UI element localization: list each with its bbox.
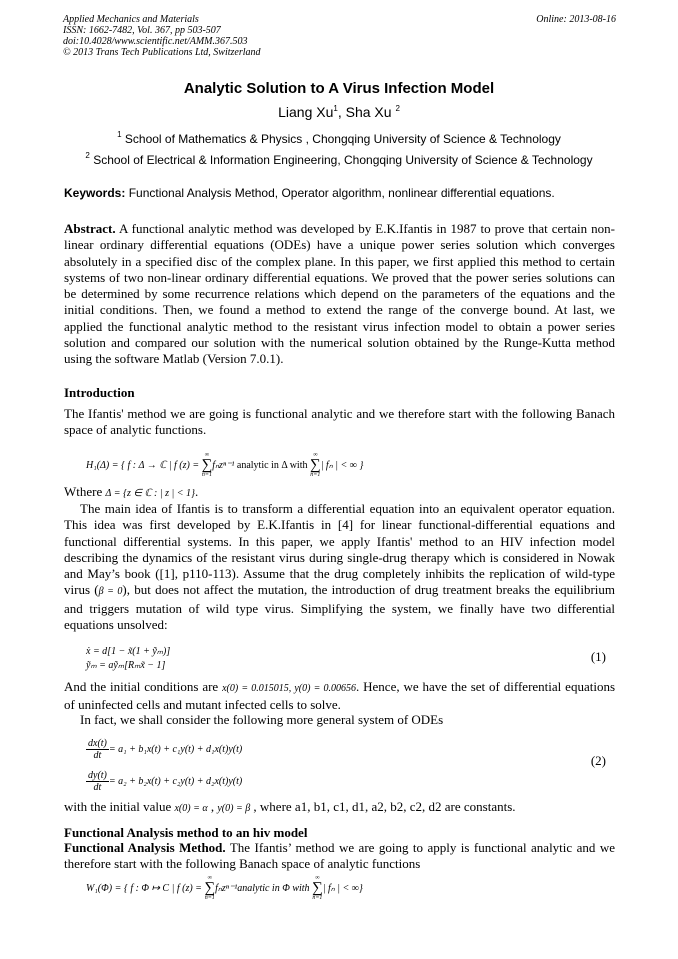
y0-eq: y(0) = β (217, 803, 251, 814)
keywords-label: Keywords: (64, 186, 126, 200)
eq-h1-lhs: H₁(Δ) = { f : Δ → ℂ | f (z) = (86, 459, 202, 471)
eq2-line1-rhs: = a₁ + b₁x(t) + c₁y(t) + d₁x(t)y(t) (108, 743, 243, 755)
equation-1 (86, 645, 170, 673)
keywords (64, 186, 616, 200)
sum-op: ∑ (312, 880, 323, 896)
initial-conditions-eq: x(0) = 0.015015, y(0) = 0.00656 (222, 683, 356, 694)
intro-paragraph-2 (64, 501, 615, 633)
equation-2-number: (2) (590, 753, 606, 768)
where-eq: Δ = {z ∈ ℂ : | z | < 1} (105, 488, 196, 499)
copyright-line: © 2013 Trans Tech Publications Ltd, Switzerland (63, 47, 261, 58)
sum-lower: n=1 (201, 472, 212, 478)
sum-symbol (310, 452, 321, 479)
subsection-text: The Ifantis’ method we are going to apply is functional analytic and we therefore start with the following Banach space of analytic functions (64, 840, 615, 872)
affiliation-1-text: School of Mathematics & Physics , Chongqing University of Science & Technology (124, 132, 561, 146)
affiliation-2-sup: 2 (85, 151, 90, 160)
sum-lower: n=1 (310, 472, 321, 478)
sum-upper: ∞ (207, 875, 212, 881)
where-end: . (195, 484, 199, 499)
eq-w1-term: fₙzⁿ⁻¹analytic in Φ with (215, 882, 313, 894)
p5-text-a: with the initial value (64, 799, 175, 814)
author-2-sup: 2 (395, 104, 400, 113)
affiliation-2-text: School of Electrical & Information Engineering, Chongqing University of Science & Technology (93, 153, 593, 167)
issn-line: ISSN: 1662-7482, Vol. 367, pp 503-507 (63, 25, 221, 36)
equation-w1-space (86, 875, 363, 902)
eq-w1-end: | fₙ | < ∞} (322, 882, 363, 894)
section-2-heading: Functional Analysis method to an hiv model (64, 825, 308, 840)
sum-op: ∑ (204, 880, 216, 896)
where-line (64, 484, 615, 502)
sum-upper: ∞ (315, 875, 320, 881)
fraction-dx-dt (86, 738, 109, 761)
keywords-text: Functional Analysis Method, Operator algorithm, nonlinear differential equations. (125, 186, 555, 200)
intro-paragraph-3 (64, 679, 615, 714)
p3-text-a: And the initial conditions are (64, 679, 223, 694)
abstract (64, 221, 615, 368)
p5-text-b: , where a1, b1, c1, d1, a2, b2, c2, d2 are constants. (250, 799, 516, 814)
author-1: Liang Xu (278, 104, 334, 120)
sum-symbol (312, 875, 323, 902)
sum-upper: ∞ (313, 452, 318, 458)
subsection-label: Functional Analysis Method. (64, 840, 226, 855)
doi-line: doi:10.4028/www.scientific.net/AMM.367.503 (63, 36, 248, 47)
frac-num: dx(t) (88, 738, 107, 749)
equation-1-number: (1) (590, 649, 606, 664)
eq2-line2-rhs: = a₂ + b₂x(t) + c₂y(t) + d₂x(t)y(t) (108, 775, 243, 787)
affiliation-2 (0, 151, 678, 167)
beta-eq: β = 0 (98, 586, 123, 598)
p2-text-b: ), but does not affect the mutation, the introduction of drug treatment breaks the equilibrium and triggers mutation of wild type virus. Simplifying the system, we finally have two differential equations unsolved: (64, 582, 615, 633)
abstract-text: A functional analytic method was developed by E.K.Ifantis in 1987 to prove that certain non-linear ordinary differential equations (ODEs) have a unique power series solution which converges absolutely in a specified disc of the complex plane. In this paper, we first applied this method to certain systems of two non-linear ordinary differential equations. We proved that the power series solutions can be determined by some recurrence relations which depend on the parameters of the equations and the initial conditions. Then, we found a method to extend the range of the converge bound. At last, we applied the functional analytic method to the resistant virus infection model to obtain a power series solution and compared our solution with the numerical solution obtained by the Runge-Kutta method using the software Matlab (Version 7.0.1). (64, 221, 615, 367)
sum-lower: n=1 (312, 895, 323, 901)
abstract-label: Abstract. (64, 221, 116, 236)
affiliation-1-sup: 1 (117, 130, 122, 139)
frac-num: dy(t) (88, 770, 107, 781)
intro-paragraph-5 (64, 799, 615, 817)
intro-heading: Introduction (64, 385, 135, 400)
sum-symbol (204, 875, 215, 902)
eq-w1-lhs: W₁(Φ) = { f : Φ ↦ C | f (z) = (86, 882, 205, 894)
eq-h1-end: | fₙ | < ∞ } (320, 459, 364, 471)
intro-paragraph-1: The Ifantis' method we are going is functional analytic and we therefore start with the following Banach space of analytic functions. (64, 406, 615, 438)
eq-h1-term: fₙzⁿ⁻¹ (212, 459, 235, 471)
author-line (0, 104, 678, 120)
frac-den: dt (93, 782, 102, 793)
section-2-paragraph (64, 840, 615, 873)
paper-title: Analytic Solution to A Virus Infection Model (183, 80, 495, 97)
equation-2-line-1 (86, 738, 242, 761)
frac-den: dt (93, 750, 102, 761)
fraction-dy-dt (86, 770, 109, 793)
equation-h1-space (86, 452, 363, 479)
journal-header (63, 14, 261, 58)
eq-h1-mid: analytic in Δ with (234, 459, 310, 471)
online-date: Online: 2013-08-16 (536, 14, 616, 25)
p5-sep: , (207, 799, 218, 814)
author-1-sup: 1 (333, 104, 338, 113)
journal-name: Applied Mechanics and Materials (63, 14, 199, 25)
eq1-line1: ẋ = d[1 − x̃(1 + ỹₘ)] (86, 646, 171, 657)
equation-2-line-2 (86, 770, 242, 793)
sum-op: ∑ (309, 457, 321, 473)
sum-op: ∑ (201, 457, 213, 473)
where-label: Wthere (64, 484, 106, 499)
affiliation-1 (0, 130, 678, 146)
eq1-line2: ỹₘ = aỹₘ[Rₘx̃ − 1] (86, 660, 166, 671)
author-2: , Sha Xu (337, 104, 392, 120)
x0-eq: x(0) = α (174, 803, 208, 814)
sum-upper: ∞ (204, 452, 210, 458)
p3-text-b: . Hence, we have the set of differential equations of uninfected cells and mutant infected cells to solve. (64, 679, 615, 713)
p2-text-a: The main idea of Ifantis is to transform a differential equation into an equivalent operator equation. This idea was first developed by E.K.Ifantis in [4] for linear functional-differential equations and functional differential systems. In this paper, we apply Ifantis' method to an HIV infection model describing the dynamics of the resistant virus during single-drug therapy which is considered in Nowak and May’s book ([1], p110-113). Assume that the drug completely inhibits the replication of wild-type virus ( (64, 501, 615, 598)
sum-lower: n=1 (204, 895, 215, 901)
sum-symbol (202, 452, 213, 479)
intro-paragraph-4: In fact, we shall consider the following more general system of ODEs (80, 712, 444, 727)
